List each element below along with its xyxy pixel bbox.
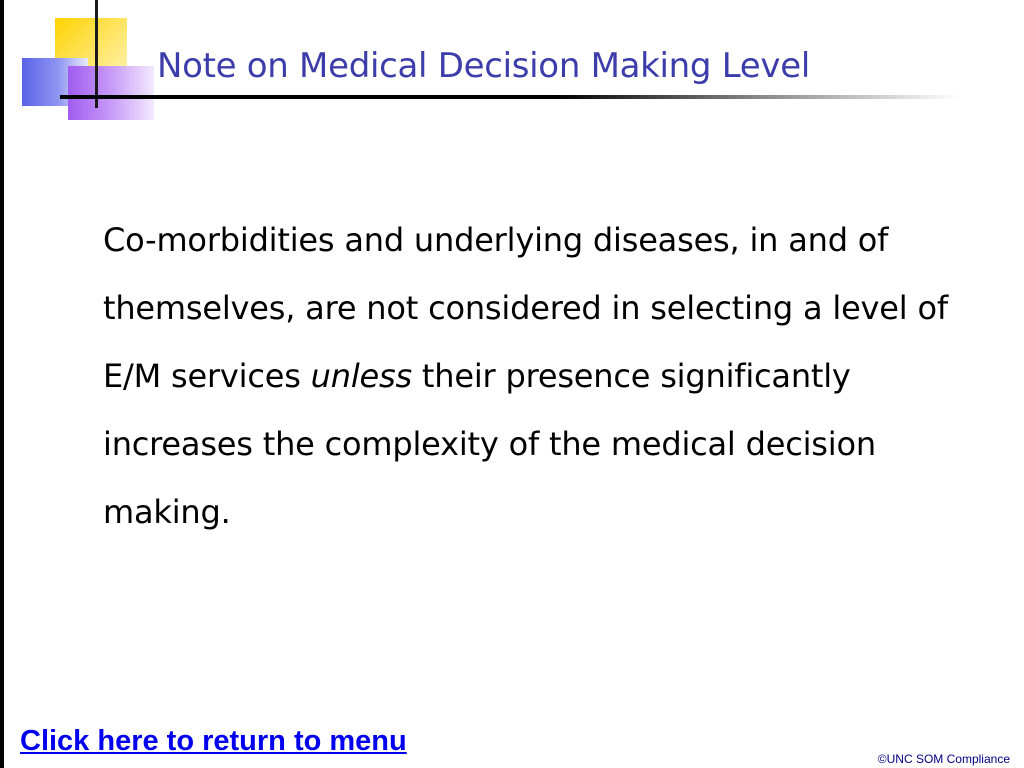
return-to-menu-link[interactable]: Click here to return to menu <box>20 725 407 757</box>
body-text-end: their presence significantly increases the complexity of the medical decision making. <box>103 357 876 531</box>
copyright-symbol: © <box>877 752 887 766</box>
title-underline-rule <box>60 95 960 99</box>
footer-text: UNC SOM Compliance <box>886 752 1010 766</box>
body-text-emphasis: unless <box>310 357 412 395</box>
body-paragraph <box>103 206 1003 546</box>
body-text-start: Co-morbidities and underlying diseases, in and of themselves, are not considered in selecting a level of E/M services <box>103 221 948 395</box>
slide-title: Note on Medical Decision Making Level <box>157 46 810 86</box>
footer-copyright <box>878 752 1010 766</box>
decorative-vertical-line <box>95 0 98 108</box>
decorative-purple-square <box>68 66 154 120</box>
left-border-line <box>0 0 4 768</box>
